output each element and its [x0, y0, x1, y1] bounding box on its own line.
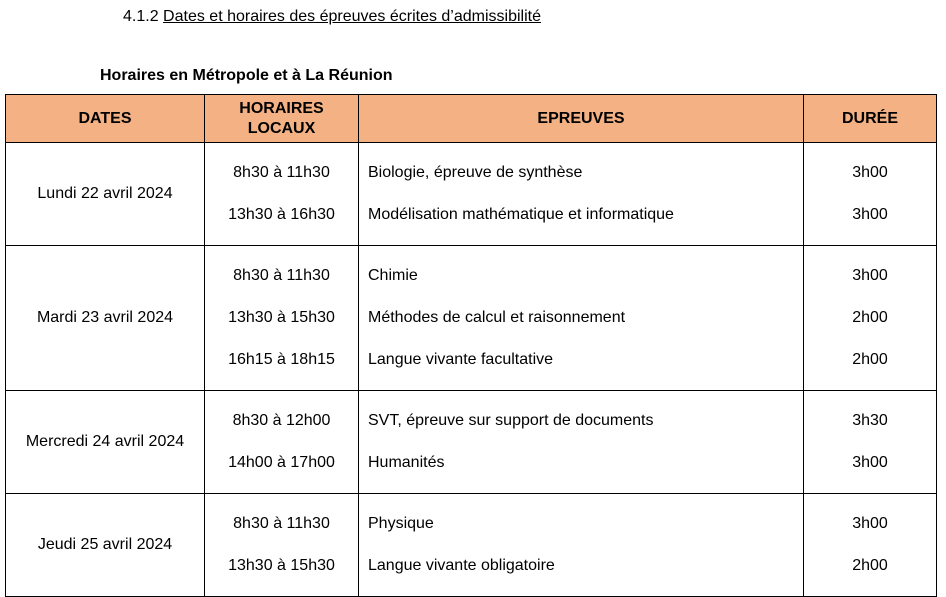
duree-value: 3h00	[852, 206, 888, 223]
table-row	[6, 143, 937, 246]
horaire-value: 8h30 à 12h00	[232, 412, 331, 429]
schedule-table	[5, 94, 937, 597]
horaire-cell	[205, 494, 359, 597]
horaire-cell	[205, 391, 359, 494]
table-row	[6, 494, 937, 597]
epreuve-cell	[359, 391, 804, 494]
epreuve-cell	[359, 143, 804, 246]
epreuve-cell	[359, 494, 804, 597]
horaire-value: 16h15 à 18h15	[228, 351, 335, 368]
header-dates: DATES	[6, 95, 205, 143]
duree-cell	[804, 391, 937, 494]
epreuve-cell	[359, 246, 804, 391]
horaire-value: 13h30 à 15h30	[228, 557, 335, 574]
duree-cell	[804, 246, 937, 391]
duree-value: 3h00	[852, 164, 888, 181]
date-cell: Jeudi 25 avril 2024	[6, 494, 205, 597]
header-horaires-line1: HORAIRES	[239, 99, 324, 117]
duree-value: 2h00	[852, 351, 888, 368]
date-cell: Mardi 23 avril 2024	[6, 246, 205, 391]
header-epreuves: EPREUVES	[359, 95, 804, 143]
horaire-value: 14h00 à 17h00	[228, 454, 335, 471]
duree-value: 2h00	[852, 309, 888, 326]
duree-value: 2h00	[852, 557, 888, 574]
epreuve-value: Langue vivante facultative	[368, 351, 554, 368]
horaire-cell	[205, 143, 359, 246]
section-heading	[123, 8, 541, 26]
header-horaires-line2: LOCAUX	[247, 119, 316, 137]
epreuve-value: Chimie	[368, 267, 418, 284]
duree-value: 3h00	[852, 267, 888, 284]
duree-cell	[804, 143, 937, 246]
table-row	[6, 391, 937, 494]
epreuve-value: SVT, épreuve sur support de documents	[368, 412, 654, 429]
horaire-value: 8h30 à 11h30	[233, 515, 330, 532]
epreuve-value: Biologie, épreuve de synthèse	[368, 164, 583, 181]
duree-value: 3h00	[852, 454, 888, 471]
header-horaires	[205, 95, 359, 143]
horaire-value: 13h30 à 16h30	[228, 206, 335, 223]
horaire-value: 8h30 à 11h30	[233, 164, 330, 181]
table-subheading: Horaires en Métropole et à La Réunion	[100, 67, 393, 84]
horaire-value: 13h30 à 15h30	[228, 309, 335, 326]
date-cell: Mercredi 24 avril 2024	[6, 391, 205, 494]
epreuve-value: Humanités	[368, 454, 445, 471]
table-row	[6, 246, 937, 391]
epreuve-value: Modélisation mathématique et informatique	[368, 206, 674, 223]
duree-value: 3h00	[852, 515, 888, 532]
epreuve-value: Langue vivante obligatoire	[368, 557, 555, 574]
section-title: Dates et horaires des épreuves écrites d’admissibilité	[163, 8, 541, 25]
section-number: 4.1.2	[123, 8, 159, 25]
epreuve-value: Physique	[368, 515, 434, 532]
epreuve-value: Méthodes de calcul et raisonnement	[368, 309, 626, 326]
horaire-cell	[205, 246, 359, 391]
duree-value: 3h30	[852, 412, 888, 429]
header-row	[6, 95, 937, 143]
header-duree: DURÉE	[804, 95, 937, 143]
duree-cell	[804, 494, 937, 597]
horaire-value: 8h30 à 11h30	[233, 267, 330, 284]
date-cell: Lundi 22 avril 2024	[6, 143, 205, 246]
